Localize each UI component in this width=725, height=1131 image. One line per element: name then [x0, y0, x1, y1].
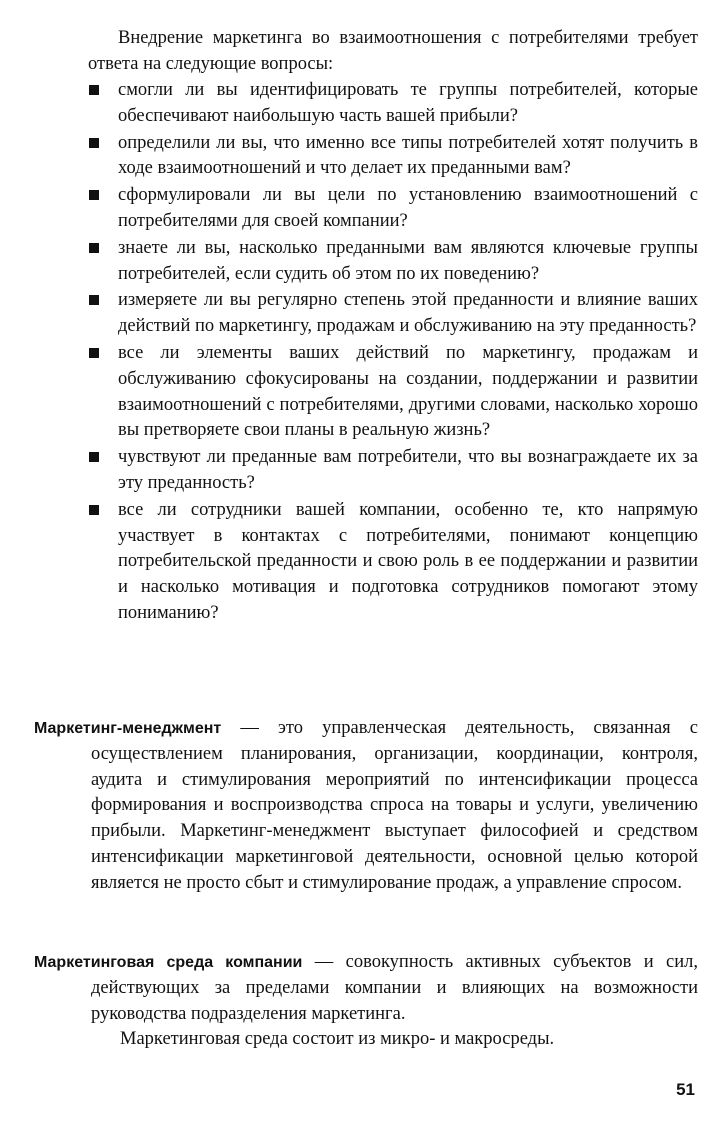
definition-text: — это управленческая деятельность, связанная с осуществлением планирования, организации, координации, контроля, аудита и стимулирования мероприятий по интенсификации процесса формирования и воспроизводства спроса на товары и услуги, увеличению прибыли. Маркетинг-менеджмент выступает философией и средством интенсификации маркетинговой деятельности, основной целью которой является не просто сбыт и стимулирование продаж, а управление спросом. [91, 718, 698, 893]
list-item [88, 78, 698, 130]
environment-note: Маркетинговая среда состоит из микро- и макросреды. [120, 1029, 555, 1049]
definition-text: — совокупность активных субъектов и сил, действующих за пределами компании и влияющих на возможности руководства подразделения маркетинга. [91, 952, 699, 1024]
definition-term: Маркетинговая среда компании [34, 954, 303, 971]
list-item-text: измеряете ли вы регулярно степень этой преданности и влияние ваших действий по маркетингу, продажам и обслуживанию на эту преданность? [118, 290, 698, 337]
square-bullet-icon [89, 190, 99, 200]
list-item [88, 183, 698, 235]
list-item-text: определили ли вы, что именно все типы потребителей хотят получить в ходе взаимоотношений и что делает их преданными вам? [118, 132, 698, 179]
list-item [88, 288, 698, 340]
list-item [88, 341, 698, 444]
intro-paragraph: Внедрение маркетинга во взаимоотношения с потребителями требует ответа на следующие вопросы: [88, 28, 698, 74]
square-bullet-icon [89, 505, 99, 515]
list-item [88, 498, 698, 627]
list-item-text: смогли ли вы идентифицировать те группы потребителей, которые обеспечивают наибольшую часть вашей прибыли? [118, 80, 698, 126]
square-bullet-icon [89, 452, 99, 462]
page-number: 51 [676, 1080, 695, 1099]
list-item-text: знаете ли вы, насколько преданными вам являются ключевые группы потребителей, если судить об этом по их поведению? [118, 237, 698, 284]
list-item-text: сформулировали ли вы цели по установлению взаимоотношений с потребителями для своей компании? [118, 185, 698, 231]
definition-term: Маркетинг-менеджмент [34, 720, 222, 737]
questions-list [88, 78, 698, 628]
square-bullet-icon [89, 85, 99, 95]
list-item-text: все ли элементы ваших действий по маркетингу, продажам и обслуживанию сфокусированы на создании, поддержании и развитии взаимоотношений с потребителями, другими словами, насколько хорошо вы претворяете свои планы в реальную жизнь? [118, 342, 698, 441]
list-item [88, 445, 698, 497]
square-bullet-icon [89, 348, 99, 358]
list-item [88, 131, 698, 183]
square-bullet-icon [89, 243, 99, 253]
square-bullet-icon [89, 138, 99, 148]
definition-marketing-environment [34, 950, 698, 1027]
list-item [88, 236, 698, 288]
square-bullet-icon [89, 295, 99, 305]
definition-marketing-management [34, 716, 698, 897]
list-item-text: чувствуют ли преданные вам потребители, что вы вознаграждаете их за эту преданность? [118, 447, 698, 493]
list-item-text: все ли сотрудники вашей компании, особенно те, кто напрямую участвует в контактах с потребителями, понимают концепцию потребительской преданности и свою роль в ее поддержании и развитии и насколько мотивация и подготовка сотрудников помогают этому пониманию? [118, 499, 698, 623]
